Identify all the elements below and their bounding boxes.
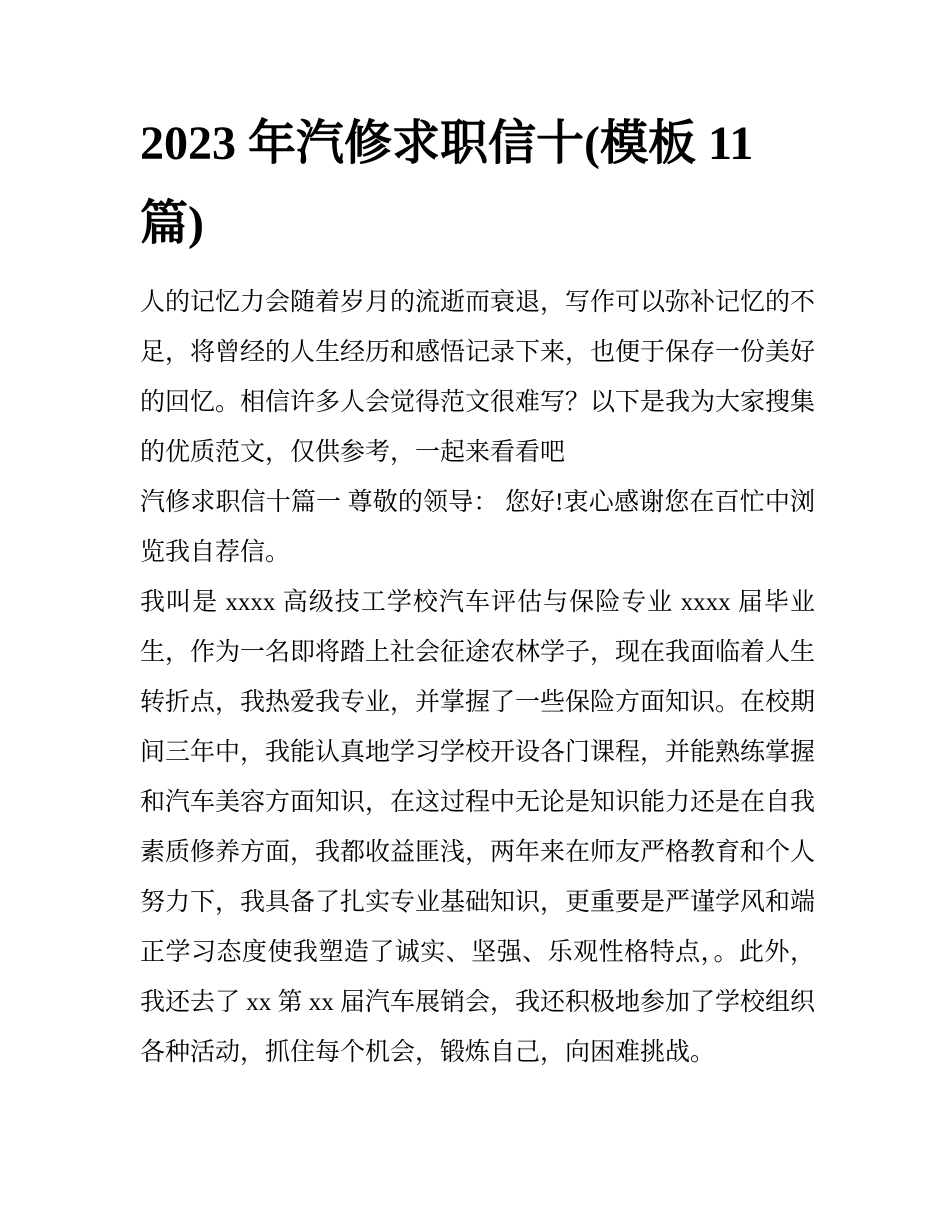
paragraph-intro: 人的记忆力会随着岁月的流逝而衰退，写作可以弥补记忆的不足，将曾经的人生经历和感悟记录下来，也便于保存一份美好的回忆。相信许多人会觉得范文很难写？以下是我为大家搜集的优质范文，仅供参考，一起来看看吧 [140,289,816,466]
document-title: 2023 年汽修求职信十(模板 11 篇) [140,117,754,250]
paragraph-greeting: 汽修求职信十篇一 尊敬的领导： 您好!衷心感谢您在百忙中浏览我自荐信。 [140,489,815,566]
paragraph-self-introduction: 我叫是 xxxx 高级技工学校汽车评估与保险专业 xxxx 届毕业生，作为一名即将踏上社会征途农林学子，现在我面临着人生转折点，我热爱我专业，并掌握了一些保险方面知识。在校期间三年中，我能认真地学习学校开设各门课程，并能熟练掌握和汽车美容方面知识，在这过程中无论是知识能力还是在自我素质修养方面，我都收益匪浅，两年来在师友严格教育和个人努力下，我具备了扎实专业基础知识，更重要是严谨学风和端正学习态度使我塑造了诚实、坚强、乐观性格特点，。此外，我还去了 xx 第 xx 届汽车展销会，我还积极地参加了学校组织各种活动，抓住每个机会，锻炼自己，向困难挑战。 [140,589,816,1066]
